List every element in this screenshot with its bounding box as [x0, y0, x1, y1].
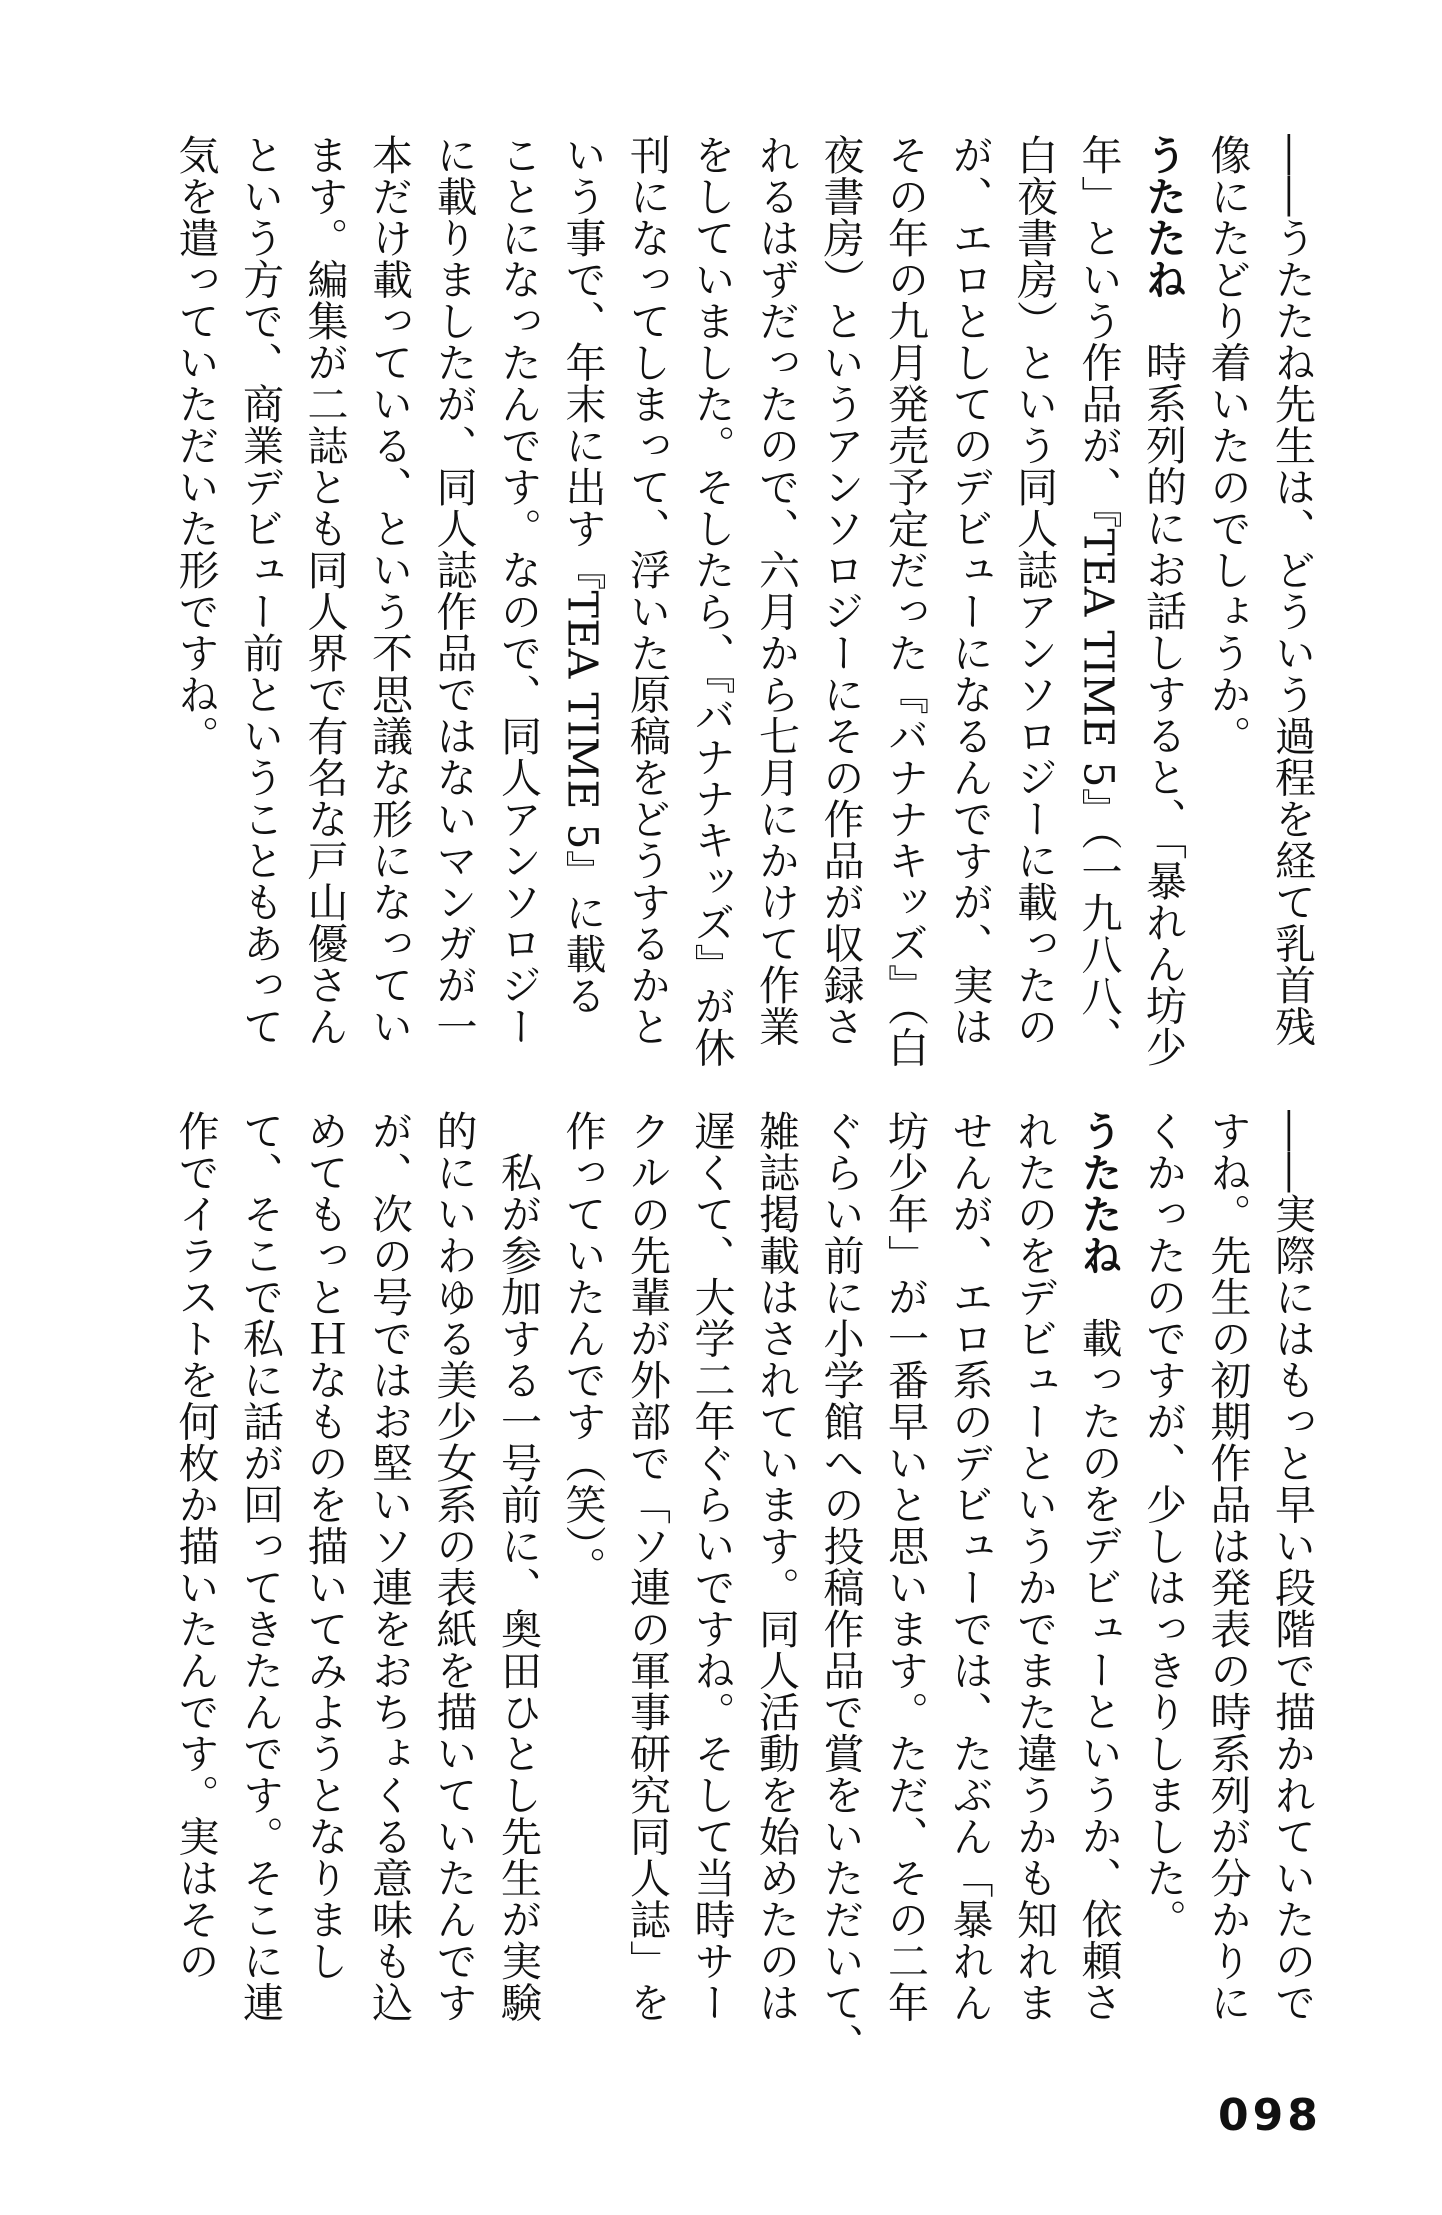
text-column	[744, 1110, 809, 2023]
speaker-label: うたたね	[1074, 1110, 1123, 1276]
column-text: めてもっとＨなものを描いてみようとなりまし	[300, 1110, 349, 1982]
column-text: 年」という作品が、『TEA TIME 5』（一九八八、	[1074, 134, 1123, 1058]
column-text: いう事で、年末に出す『TEA TIME 5』に載る	[558, 134, 607, 1016]
text-column	[550, 1110, 615, 2020]
column-text: 坊少年」が一番早いと思います。ただ、その二年	[881, 1110, 929, 2023]
text-column	[615, 134, 680, 1047]
text-column	[1066, 1110, 1131, 2023]
page-number: 098	[1218, 2090, 1322, 2141]
text-column	[679, 134, 744, 1068]
text-column	[163, 134, 228, 1044]
column-text: 遅くて、大学二年ぐらいですね。そして当時サー	[687, 1110, 736, 2023]
column-text: クルの先輩が外部で「ソ連の軍事研究同人誌」を	[623, 1110, 671, 2023]
column-text: その年の九月発売予定だった『バナナキッズ』（白	[881, 134, 929, 1068]
column-text: 気を遣っていただいた形ですね。	[171, 134, 220, 757]
column-text: て、そこで私に話が回ってきたんです。そこに連	[236, 1110, 284, 2023]
text-column	[808, 1110, 873, 2065]
speaker-label: うたたね	[1139, 134, 1187, 300]
text-column	[486, 134, 551, 1047]
interview-text-top	[163, 134, 1324, 1068]
column-text: せんが、エロ系のデビューでは、たぶん「暴れん	[945, 1110, 994, 2023]
text-column	[873, 1110, 938, 2023]
column-text: をしていました。そしたら、『バナナキッズ』が休	[687, 134, 736, 1068]
column-text: れるはずだったので、六月から七月にかけて作業	[752, 134, 800, 1047]
column-text: 夜書房）というアンソロジーにその作品が収録さ	[816, 134, 865, 1047]
text-column	[421, 1110, 486, 2023]
column-text: ことになったんです。なので、同人アンソロジー	[494, 134, 542, 1047]
column-text: ぐらい前に小学館への投稿作品で賞をいただいて、	[816, 1110, 865, 2065]
text-column	[1002, 1110, 1067, 2023]
column-text: くかったのですが、少しはっきりしました。	[1139, 1110, 1187, 1940]
text-column	[1002, 134, 1067, 1047]
text-column	[292, 134, 357, 1047]
text-column	[937, 134, 1002, 1047]
column-text: 像にたどり着いたのでしょうか。	[1203, 134, 1252, 757]
column-text: 載ったのをデビューというか、依頼さ	[1074, 1317, 1123, 2023]
text-column	[486, 1110, 551, 2023]
column-text: 時系列的にお話しすると、「暴れん坊少	[1139, 341, 1187, 1068]
text-column	[873, 134, 938, 1068]
text-column	[1131, 1110, 1196, 2020]
interview-text-bottom	[163, 1110, 1324, 2065]
text-column	[1260, 134, 1325, 1047]
text-column	[421, 134, 486, 1047]
text-column	[357, 1110, 422, 2023]
text-column	[615, 1110, 680, 2023]
text-column	[1195, 1110, 1260, 2023]
text-column	[808, 134, 873, 1047]
column-text: 刊になってしまって、浮いた原稿をどうするかと	[623, 134, 671, 1047]
text-column	[1066, 134, 1131, 1058]
text-column	[292, 1110, 357, 2020]
column-text: が、エロとしてのデビューになるんですが、実は	[945, 134, 994, 1047]
text-column	[228, 1110, 293, 2023]
column-text: に載りましたが、同人誌作品ではないマンガが一	[429, 134, 478, 1047]
column-text: 的にいわゆる美少女系の表紙を描いていたんです	[429, 1110, 478, 2023]
text-column	[550, 134, 615, 1044]
text-column	[163, 1110, 228, 2020]
column-text: が、次の号ではお堅いソ連をおちょくる意味も込	[365, 1110, 413, 2023]
text-column	[744, 134, 809, 1047]
column-text: という方で、商業デビュー前ということもあって	[236, 134, 284, 1047]
column-text: ――実際にはもっと早い段階で描かれていたので	[1268, 1110, 1316, 2023]
text-column	[1131, 134, 1196, 1068]
column-text: 本だけ載っている、という不思議な形になってい	[365, 134, 413, 1047]
column-text: ――うたたね先生は、どういう過程を経て乳首残	[1268, 134, 1316, 1047]
column-text: れたのをデビューというかでまた違うかも知れま	[1010, 1110, 1058, 2023]
column-text: 私が参加する一号前に、奥田ひとし先生が実験	[494, 1110, 542, 2023]
text-column	[357, 134, 422, 1047]
column-text: すね。先生の初期作品は発表の時系列が分かりに	[1203, 1110, 1252, 2023]
column-text: ます。編集が二誌とも同人界で有名な戸山優さん	[300, 134, 349, 1047]
text-column	[1195, 134, 1260, 1044]
text-column	[679, 1110, 744, 2023]
text-column	[228, 134, 293, 1047]
column-text: 雑誌掲載はされています。同人活動を始めたのは	[752, 1110, 800, 2023]
column-text: 作っていたんです（笑）。	[558, 1110, 607, 1588]
text-column	[937, 1110, 1002, 2023]
column-text: 白夜書房）という同人誌アンソロジーに載ったの	[1010, 134, 1058, 1047]
column-text: 作でイラストを何枚か描いたんです。実はその	[171, 1110, 220, 1982]
text-column	[1260, 1110, 1325, 2023]
